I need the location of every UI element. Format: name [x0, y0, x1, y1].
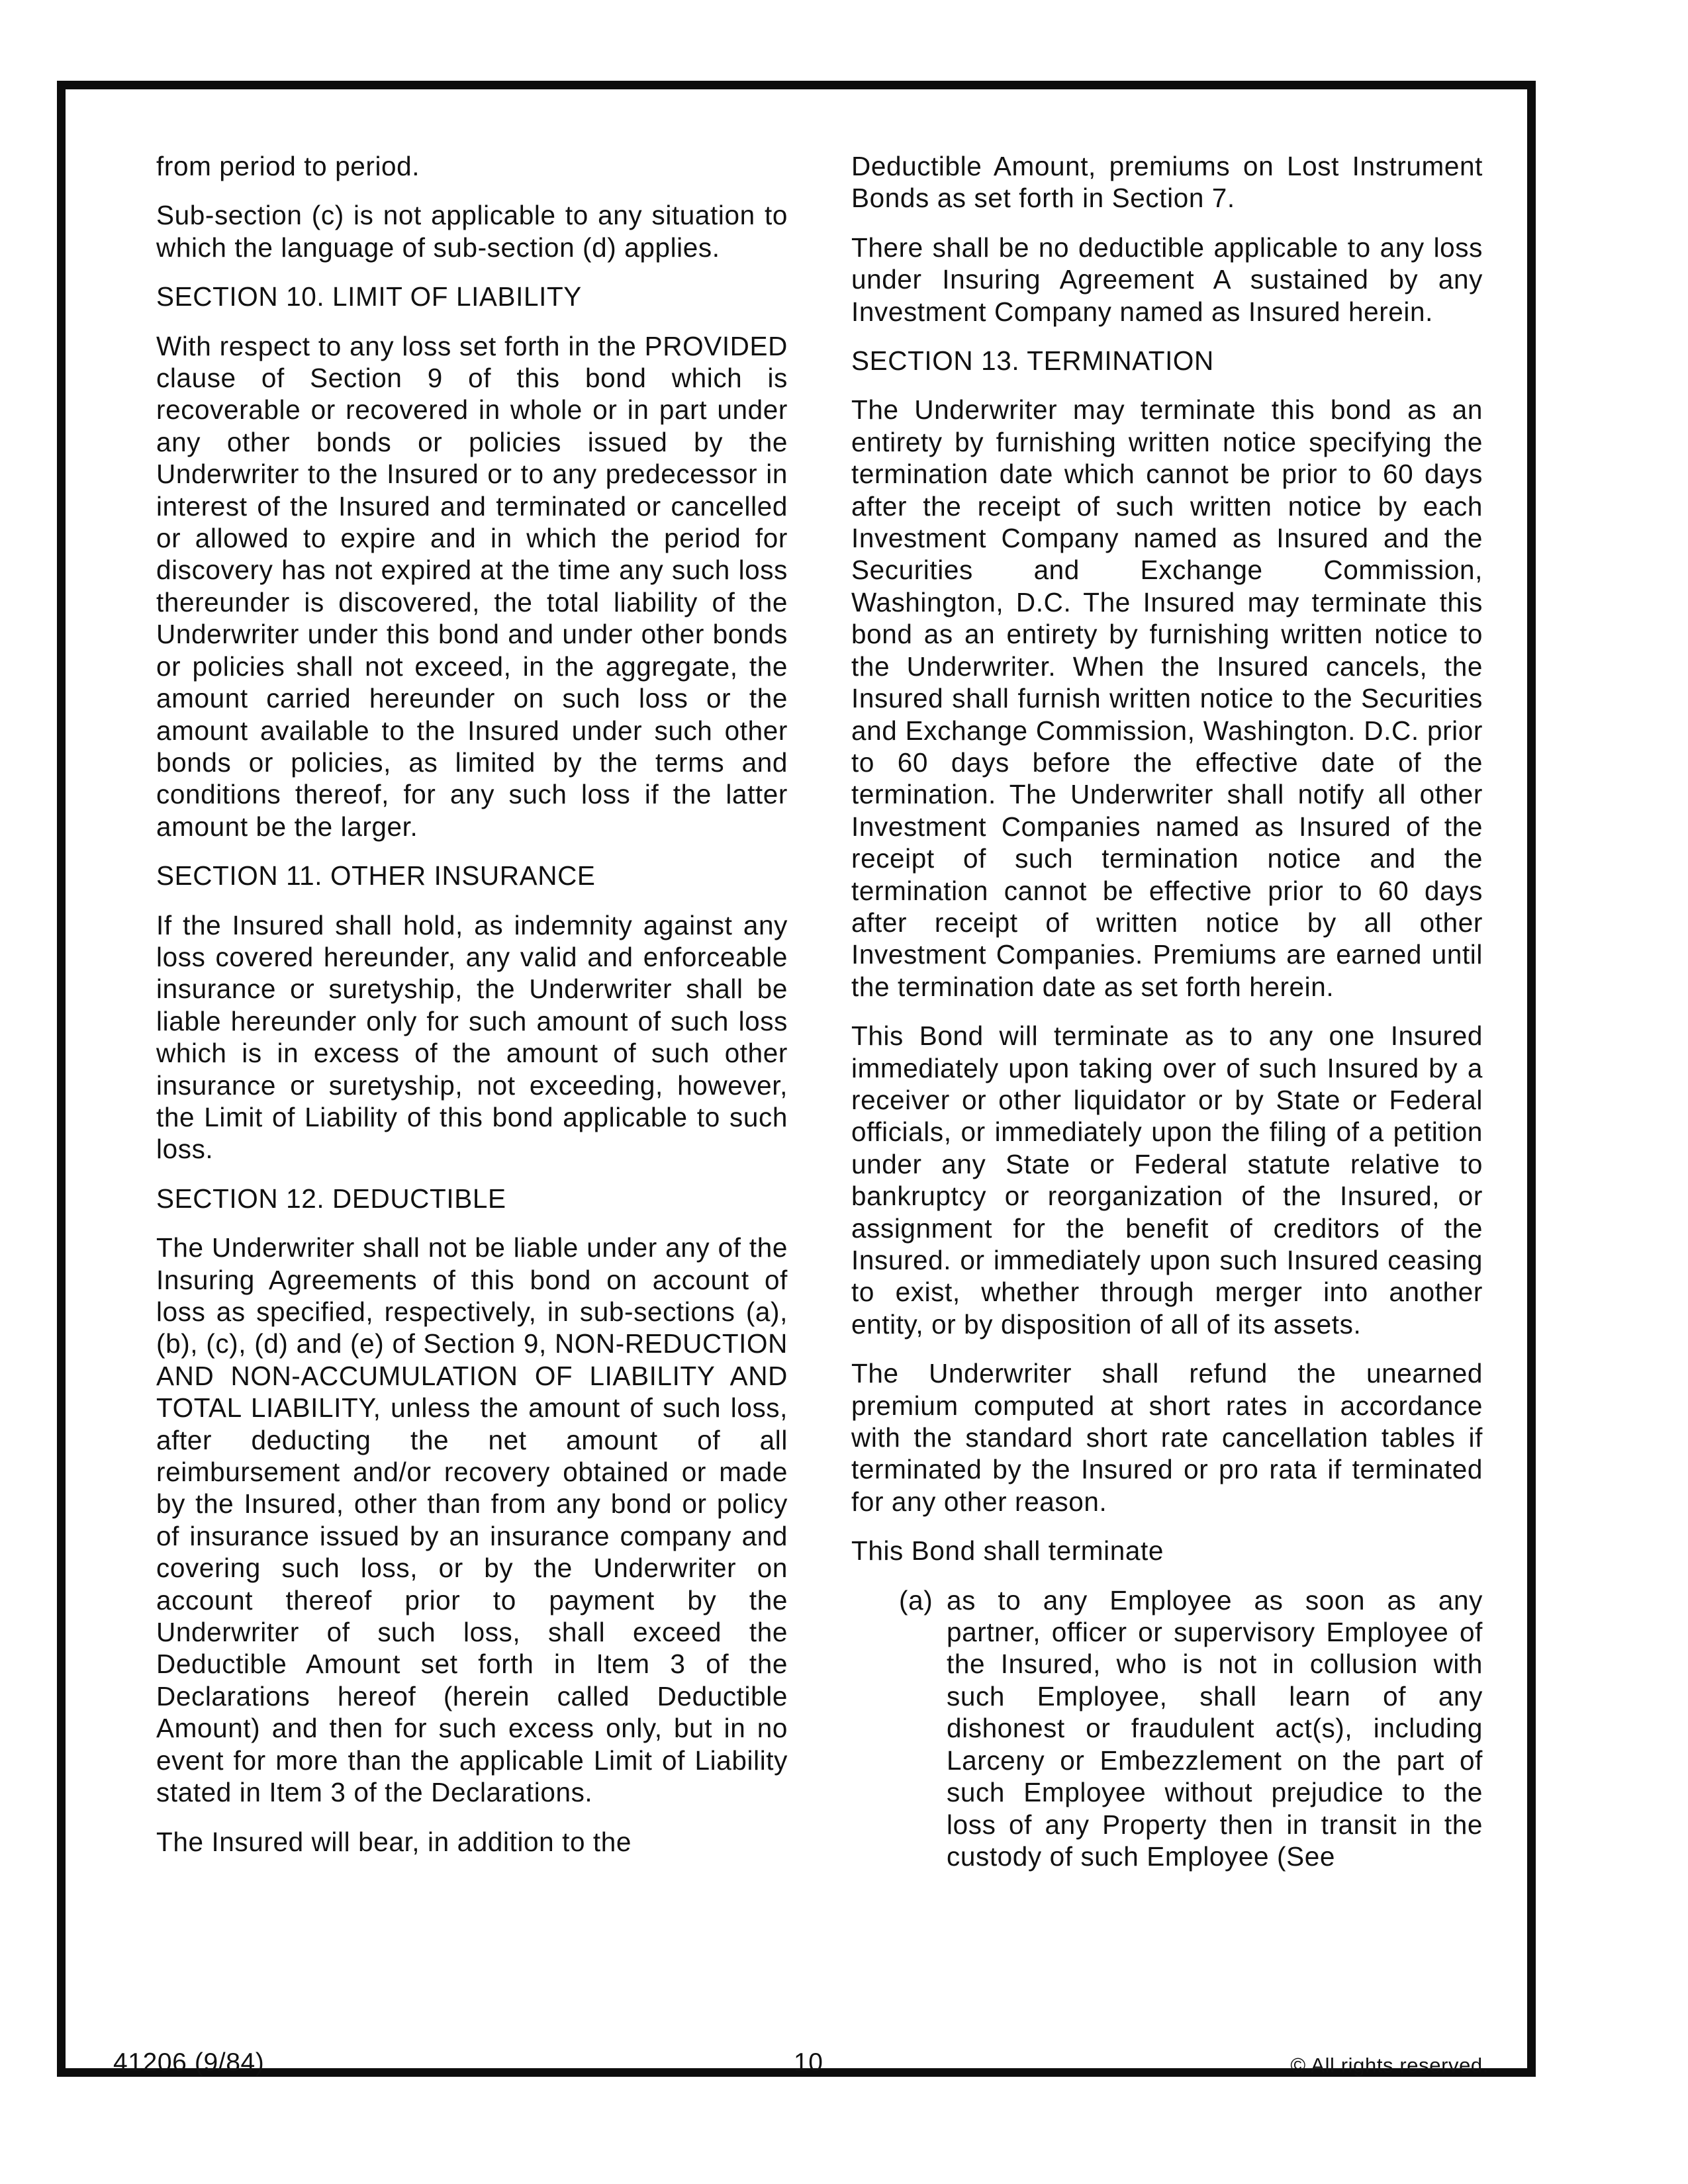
paragraph-refund: The Underwriter shall refund the unearned premium computed at short rates in accordance with the standard short rate cancellation tables if terminated by the Insured or pro rata if terminated for any other reason. — [851, 1358, 1483, 1517]
paragraph-termination-notice: The Underwriter may terminate this bond as an entirety by furnishing written notice specifying the termination date which cannot be prior to 60 days after the receipt of such written notice by each Investment Company named as Insured and the Securities and Exchange Commission, Washington, D.C. The Insured may terminate this bond as an entirety by furnishing written notice to the Underwriter. When the Insured cancels, the Insured shall furnish written notice to the Securities and Exchange Commission, Washington. D.C. prior to 60 days before the effective date of the termination. The Underwriter shall notify all other Investment Companies named as Insured of the receipt of such termination notice and the termination cannot be effective prior to 60 days after receipt of written notice by all other Investment Companies. Premiums are earned until the termination date as set forth herein. — [851, 394, 1483, 1002]
heading-section-12: SECTION 12. DEDUCTIBLE — [156, 1183, 506, 1214]
page-number: 10 — [794, 2048, 823, 2077]
paragraph-other-insurance: If the Insured shall hold, as indemnity against any loss covered hereunder, any valid and enforceable insurance or suretyship, the Underwriter shall be liable hereunder only for such amount of such loss which is in excess of the amount of such other insurance or suretyship, not exceeding, however, the Limit of Liability of this bond applicable to such loss. — [156, 909, 788, 1165]
termination-list-intro: This Bond shall terminate — [851, 1535, 1164, 1567]
copyright-notice: © All rights reserved. — [1290, 2054, 1489, 2077]
paragraph-insured-bears: The Insured will bear, in addition to the — [156, 1826, 632, 1857]
paragraph-subsection-c-note: Sub-section (c) is not applicable to any situation to which the language of sub-section (d) applies. — [156, 200, 788, 263]
paragraph-continuation: from period to period. — [156, 151, 420, 181]
item-label: (a) — [899, 1584, 933, 1615]
heading-section-10: SECTION 10. LIMIT OF LIABILITY — [156, 281, 582, 312]
heading-section-11: SECTION 11. OTHER INSURANCE — [156, 860, 596, 891]
paragraph-limit-of-liability: With respect to any loss set forth in the PROVIDED clause of Section 9 of this bond which is recoverable or recovered in whole or in part under any other bonds or policies issued by the Underwriter to the Insured or to any predecessor in interest of the Insured and terminated or cancelled or allowed to expire and in which the period for discovery has not expired at the time any such loss thereunder is discovered, the total liability of the Underwriter under this bond and under other bonds or policies shall not exceed, in the aggregate, the amount carried hereunder on such loss or the amount available to the Insured under such other bonds or policies, as limited by the terms and conditions thereof, for any such loss if the latter amount be the larger. — [156, 330, 788, 842]
page-frame — [57, 81, 1536, 2077]
form-number: 41206 (9/84) — [113, 2048, 265, 2077]
paragraph-deductible: The Underwriter shall not be liable under any of the Insuring Agreements of this bond on account of loss as specified, respectively, in sub-sections (a), (b), (c), (d) and (e) of Section 9, NON-REDUCTION AND NON-ACCUMULATION OF LIABILITY AND TOTAL LIABILITY, unless the amount of such loss, after deducting the net amount of all reimbursement and/or recovery obtained or made by the Insured, other than from any bond or policy of insurance issued by an insurance company and covering such loss, or by the Underwriter on account thereof prior to payment by the Underwriter of such loss, shall exceed the Deductible Amount set forth in Item 3 of the Declarations hereof (herein called Deductible Amount) and then for such excess only, but in no event for more than the applicable Limit of Liability stated in Item 3 of the Declarations. — [156, 1232, 788, 1808]
left-column — [156, 150, 788, 1875]
paragraph-deductible-continued: Deductible Amount, premiums on Lost Instrument Bonds as set forth in Section 7. — [851, 151, 1483, 214]
heading-section-13: SECTION 13. TERMINATION — [851, 345, 1214, 377]
right-column — [851, 150, 1483, 1872]
item-text: as to any Employee as soon as any partner, officer or supervisory Employee of the Insured, who is not in collusion with such Employee, shall learn of any dishonest or fraudulent act(s), including Larceny or Embezzlement on the part of such Employee without prejudice to the loss of any Property then in transit in the custody of such Employee (See — [947, 1584, 1483, 1872]
paragraph-termination-insured: This Bond will terminate as to any one Insured immediately upon taking over of such Insured by a receiver or other liquidator or by State or Federal officials, or immediately upon the filing of a petition under any State or Federal statute relative to bankruptcy or reorganization of the Insured, or assignment for the benefit of creditors of the Insured. or immediately upon such Insured ceasing to exist, whether through merger into another entity, or by disposition of all of its assets. — [851, 1021, 1483, 1340]
paragraph-no-deductible: There shall be no deductible applicable to any loss under Insuring Agreement A sustained by any Investment Company named as Insured herein. — [851, 232, 1483, 327]
termination-item-a — [899, 1584, 1483, 1873]
